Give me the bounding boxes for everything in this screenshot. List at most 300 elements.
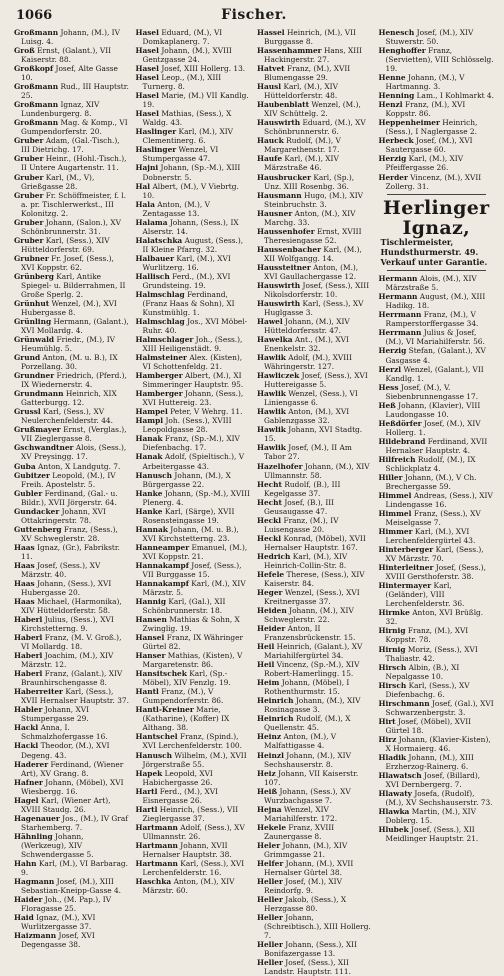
entry-details: Johann, XVI Stumpergasse 29. — [21, 705, 90, 724]
directory-entry — [14, 191, 130, 218]
entry-surname: Hedrich — [257, 551, 291, 561]
directory-entry — [257, 263, 373, 281]
entry-details: Josef, (Möbel), XVII Gürtel 18. — [385, 716, 472, 735]
entry-details: Marie, (M.) VII Kandlg. 19. — [142, 91, 249, 110]
directory-entry — [379, 292, 495, 310]
entry-surname: Hackl — [14, 723, 39, 733]
entry-surname: Heß — [378, 400, 396, 410]
entry-surname: Haizmann — [14, 931, 57, 941]
directory-entry — [379, 383, 495, 401]
entry-surname: Groß — [14, 46, 35, 56]
directory-entry — [379, 419, 495, 437]
entry-details: Mathias & Sohn, X Zwinglig. 19. — [142, 615, 240, 634]
entry-surname: Halmschlager — [135, 335, 194, 345]
entry-surname: Hausl — [257, 82, 282, 92]
directory-entry — [257, 895, 373, 913]
entry-details: Therese, (Sess.), XIV Kaiserstr. 84. — [264, 569, 365, 588]
entry-details: Heinrich, XIX Gatterburgg. 12. — [21, 389, 117, 408]
entry-surname: Hannakampf — [135, 578, 189, 588]
entry-details: Josef, (M.), XIV Reindorfg. 9. — [264, 876, 342, 895]
directory-entry — [379, 91, 495, 100]
entry-details: Josefa, (Rudolf), (M.), XV Sechshauserstr. 73. — [385, 789, 493, 808]
entry-details: Johann, XVII Hernalser Hauptstr. 38. — [142, 840, 232, 859]
entry-surname: Hazelhofer — [257, 461, 303, 471]
entry-details: Wenzel, (M.), XIV Schüttelg. 2. — [264, 100, 361, 119]
entry-surname: Halama — [135, 217, 168, 227]
entry-surname: Haschka — [135, 876, 172, 886]
entry-details: Johann, XVI Ottakringerstr. 78. — [21, 506, 106, 525]
entry-details: Anton, (M.), XVI Gablenzgasse 32. — [264, 407, 350, 426]
divider-rule — [387, 194, 487, 195]
entry-surname: Hawlik — [257, 389, 286, 399]
entry-surname: Halbauer — [135, 253, 175, 263]
entry-surname: Grundmann — [14, 389, 64, 399]
entry-details: Johann, (Salon.), XV Schönbrunnerstr. 31. — [21, 217, 121, 236]
directory-entry — [257, 751, 373, 769]
entry-surname: Himmel — [378, 509, 412, 519]
entry-details: Adolf, (M.), XVIII Währingerstr. 127. — [264, 353, 353, 372]
entry-surname: Hausmann — [257, 190, 302, 200]
directory-entry — [14, 741, 130, 759]
directory-entry — [14, 561, 130, 579]
entry-details: Anton, (M.), V Malfattigasse 4. — [264, 732, 337, 751]
entry-details: Josef, (Gal.), XVI Schwarzenbergstr. 3. — [385, 698, 494, 717]
entry-details: Karl, (Sess.), XV Neulerchenfelderstr. 44. — [21, 407, 113, 426]
entry-details: Ignaz, (M.), XVI Wurlitzergasse 37. — [21, 913, 96, 932]
entry-surname: Hala — [135, 199, 155, 209]
entry-surname: Gundacker — [14, 506, 60, 516]
entry-surname: Hamberger — [135, 371, 183, 381]
entry-surname: Haberl — [14, 651, 43, 661]
entry-surname: Hawlik — [257, 443, 286, 453]
entry-surname: Grußmayer — [14, 425, 61, 435]
directory-entry — [14, 100, 130, 118]
entry-details: Andreas, (Sess.), XIV Lindengasse 16. — [385, 490, 493, 509]
entry-surname: Helfer — [257, 858, 284, 868]
directory-entry — [136, 787, 252, 805]
entry-details: Josef, (M.), V. Siebenbrunnengasse 17. — [385, 382, 479, 401]
entry-surname: Hlawaty — [378, 789, 412, 798]
entry-surname: Hartmann — [135, 840, 178, 850]
entry-surname: Grundner — [14, 371, 55, 381]
entry-surname: Hasel — [135, 109, 159, 119]
entry-details: Wenzel, XIV Mariahilferstr. 172. — [264, 804, 338, 823]
directory-entry — [136, 290, 252, 317]
directory-entry — [257, 534, 373, 552]
directory-entry — [14, 931, 130, 949]
entry-details: Ernst, (Galant.), VII Kaiserstr. 88. — [21, 46, 112, 65]
entry-details: Josef, (Sess.), XIII Nikolsdorferstr. 10. — [264, 280, 370, 299]
entry-details: Ignaz, XIV Lundenburgerg. 8. — [21, 100, 100, 119]
directory-entry — [14, 82, 130, 100]
entry-surname: Hirsch — [378, 662, 407, 672]
entry-surname: Hauswirth — [257, 298, 301, 308]
entry-surname: Hinterleitner — [378, 563, 434, 573]
entry-surname: Grünhut — [14, 298, 50, 308]
entry-surname: Hapek — [135, 768, 163, 778]
entry-details: Albert, (M.), V Viebrtg. 10. — [142, 181, 239, 200]
directory-entry — [379, 437, 495, 455]
entry-details: Mathias, (Kisten), V Margaretenstr. 86. — [142, 651, 243, 670]
entry-details: Franz, (M.), XVI Koppstr. 78. — [385, 626, 469, 645]
entry-details: Josef, (M.), XIII Sebastian-Kneipp-Gasse 4. — [21, 876, 122, 895]
entry-details: Karl, (Geländer), VIII Lerchenfelderstr. 36. — [385, 581, 465, 609]
directory-entry — [14, 723, 130, 741]
directory-entry — [136, 127, 252, 145]
directory-entry — [257, 136, 373, 154]
entry-details: Adam, (Gal.-Tisch.), III Dietrichg. 17. — [21, 136, 120, 155]
entry-details: Franz, (Galant.), XIV Braunhirschengasse 8. — [21, 669, 123, 688]
entry-details: Ernst, (Verglas.), VII Zieglergasse 8. — [21, 425, 127, 444]
directory-entry — [379, 545, 495, 563]
entry-surname: Heil — [257, 660, 275, 670]
directory-entry — [136, 841, 252, 859]
directory-entry — [257, 714, 373, 732]
columns — [14, 28, 494, 976]
entry-surname: Hansitschek — [135, 669, 187, 679]
directory-entry — [379, 328, 495, 346]
entry-surname: Heinzl — [257, 750, 284, 760]
entry-details: Moriz, (Sess.), XVI Thaliastr. 42. — [385, 644, 478, 663]
entry-details: Wenzel, (Galant.), VII Kandlg. 1. — [385, 364, 484, 383]
entry-details: Josef, (M.), II Am Tabor 27. — [264, 443, 352, 462]
directory-entry — [136, 46, 252, 64]
directory-entry — [257, 516, 373, 534]
entry-details: Ant., (M.), XVI Enenkelstr. 32. — [264, 335, 349, 354]
entry-surname: Hauswirth — [257, 118, 301, 128]
entry-surname: Heinz — [257, 732, 282, 742]
entry-surname: Hafner — [14, 777, 43, 787]
entry-surname: Gruber — [14, 235, 44, 245]
entry-details: Hugo, (M.), XIV Steinbruchstr. 3. — [264, 190, 364, 209]
directory-entry — [136, 73, 252, 91]
entry-details: Karl, (M.), XIV Märzstraße 46. — [264, 154, 339, 173]
entry-details: Josef, (Sess.), XII Landstr. Hauptstr. 111. — [264, 958, 351, 976]
entry-details: Joh., (M. Pap.), IV Floragasse 25. — [21, 895, 112, 914]
entry-surname: Haas — [14, 560, 35, 570]
entry-surname: Hilfreich — [378, 454, 416, 464]
directory-entry — [14, 778, 130, 796]
entry-details: Karl, (Sp.), Unz. XIII Rosenbg. 36. — [264, 172, 355, 191]
directory-entry — [257, 823, 373, 841]
directory-entry — [379, 100, 495, 118]
entry-details: Franz, (M.), V Ramperstorffergasse 34. — [385, 310, 479, 329]
directory-entry — [257, 940, 373, 958]
directory-entry — [257, 46, 373, 64]
entry-details: Karl, (Sess.), XV Huglgasse 3. — [264, 298, 364, 317]
entry-details: Johann, (Möbel), XVI Wiesbergg. 16. — [21, 777, 124, 796]
entry-surname: Großmann — [14, 118, 59, 128]
entry-details: Ferdinand, XVII Hernalser Hauptstr. 4. — [385, 436, 488, 455]
entry-surname: Gubler — [14, 488, 43, 498]
entry-details: Adolf, (Sess.), XV Ullmannstr. 26. — [142, 822, 245, 841]
entry-details: Albert, (M.), XI Simmeringer Hauptstr. 95. — [142, 371, 244, 390]
directory-entry — [14, 154, 130, 172]
entry-details: Mathias, (Sess.), X Waldg. 43. — [142, 109, 232, 128]
entry-details: Karl, (M.), XIV Pfeiffergasse 26. — [385, 154, 464, 173]
running-head: Fischer. — [221, 7, 287, 23]
directory-entry — [257, 173, 373, 191]
entry-details: Anton, II Franzensbrückenstr. 15. — [264, 624, 356, 643]
entry-details: Mag. & Komp., VI Gumpendorferstr. 20. — [21, 118, 128, 137]
entry-details: Karl, (Sess.), XV Diefenbachg. 6. — [385, 680, 470, 699]
directory-entry — [136, 651, 252, 669]
entry-details: Rudolf, (B.), III Kegelgasse 37. — [264, 479, 341, 498]
entry-surname: Heiß — [257, 786, 278, 796]
entry-details: Heinr., (Hohl.-Tisch.), II Untere Augartenstr. 11. — [21, 154, 127, 173]
entry-surname: Henzl — [378, 100, 403, 110]
directory-entry — [257, 570, 373, 588]
directory-entry — [379, 807, 495, 825]
directory-entry — [257, 425, 373, 443]
entry-details: Johann, (Sp.-M.), XVIII Plenerg. 4. — [142, 488, 251, 507]
entry-surname: Guttenberg — [14, 524, 62, 534]
entry-details: Leop., (M.), XIII Turnerg. 8. — [142, 73, 222, 92]
directory-entry — [257, 642, 373, 660]
directory-entry — [136, 254, 252, 272]
entry-surname: Heinrich — [257, 714, 294, 724]
directory-entry — [136, 434, 252, 452]
entry-details: Josef, (Sess.), XVI Huttereigasse 5. — [264, 371, 368, 390]
entry-details: Josef, (M.), XIV Hollerg. 1. — [385, 418, 481, 437]
entry-surname: Hagenauer — [14, 813, 60, 823]
directory-entry — [136, 335, 252, 353]
directory-entry — [14, 913, 130, 931]
entry-surname: Hausbrucker — [257, 172, 311, 182]
entry-details: Josef, Alte Gasse 10. — [21, 64, 118, 83]
entry-surname: Hansen — [135, 615, 167, 625]
entry-details: Friedrich, (Pferd.), IX Wiedernerstr. 4. — [21, 371, 127, 390]
entry-details: Rudolf, (M.), V Margarethenstr. 17. — [264, 136, 341, 155]
entry-details: Alex. (Kisten), VI Schottenfeldg. 21. — [142, 353, 243, 372]
entry-details: Ernst, XVIII Theresiengasse 52. — [264, 226, 362, 245]
entry-details: Johann, (Sess.), XV Wurzbachgasse 7. — [264, 786, 351, 805]
entry-details: Anton, (M.), XIV Märzstr. 60. — [142, 876, 235, 895]
page-header — [14, 6, 494, 28]
directory-entry — [379, 626, 495, 644]
directory-entry — [257, 371, 373, 389]
directory-entry — [257, 118, 373, 136]
directory-entry — [136, 236, 252, 254]
directory-entry — [379, 154, 495, 172]
entry-surname: Hausner — [257, 208, 293, 218]
entry-details: Josef, (Sess.), XVIII Gersthoferstr. 38. — [385, 563, 486, 582]
entry-surname: Hasel — [135, 91, 159, 101]
entry-surname: Heßdörfer — [378, 418, 422, 428]
directory-entry — [379, 173, 495, 191]
entry-details: Wenzel, (M.), XVI Hubergasse 8. — [21, 298, 117, 317]
entry-surname: Hekele — [257, 822, 287, 832]
entry-details: Leopold, (M.), IV Freih. Apostelstr. 5. — [21, 470, 116, 489]
directory-entry — [14, 28, 130, 46]
entry-details: Johann, (M.), XIV Sechshauserstr. 8. — [264, 750, 351, 769]
entry-details: Friedr., (M.), IV Heumühlg. 5. — [21, 335, 115, 354]
directory-entry — [136, 182, 252, 200]
directory-entry — [14, 64, 130, 82]
directory-entry — [14, 832, 130, 859]
entry-details: Rud., III Hauptstr. 25. — [21, 82, 129, 101]
directory-entry — [257, 732, 373, 750]
entry-details: Franz, IX Währinger Gürtel 82. — [142, 633, 244, 652]
directory-entry — [257, 353, 373, 371]
entry-surname: Heckl — [257, 515, 282, 525]
entry-surname: Heppenheimer — [378, 118, 440, 128]
directory-entry — [379, 608, 495, 626]
entry-surname: Großmann — [14, 28, 59, 37]
entry-surname: Heiz — [257, 768, 276, 778]
entry-details: Wenzel, (Sess.), VI Liniengasse 6. — [264, 389, 358, 408]
directory-entry — [379, 310, 495, 328]
entry-surname: Hatvet — [257, 64, 285, 74]
entry-details: Theodor, (M.), XVI Degeng. 43. — [21, 741, 110, 760]
entry-details: Karl, (M., V), Grießgasse 28. — [21, 172, 95, 191]
entry-surname: Herder — [378, 172, 408, 182]
entry-details: Heinrich, (Sess.), I Naglergasse 2. — [385, 118, 478, 137]
directory-entry — [257, 841, 373, 859]
directory-entry — [379, 473, 495, 491]
directory-entry — [14, 814, 130, 832]
directory-entry — [379, 28, 495, 46]
directory-entry — [379, 771, 495, 789]
entry-surname: Haubenblatt — [257, 100, 309, 110]
directory-entry — [257, 787, 373, 805]
directory-entry — [257, 407, 373, 425]
entry-surname: Herzl — [378, 364, 402, 374]
entry-surname: Haider — [14, 895, 43, 904]
entry-details: Josef, (Billard), XVI Dernbergerg. 7. — [385, 770, 481, 789]
directory-entry — [257, 913, 373, 940]
entry-surname: Haslinger — [135, 145, 177, 155]
entry-surname: Hamberger — [135, 389, 183, 399]
directory-entry — [257, 245, 373, 263]
directory-entry — [136, 877, 252, 895]
entry-surname: Haslinger — [135, 127, 177, 137]
entry-surname: Hiller — [378, 472, 403, 482]
directory-entry — [14, 254, 130, 272]
entry-details: Marie, (Katharine), (Koffer) IX Althang. 38. — [142, 705, 230, 733]
entry-surname: Heller — [257, 876, 283, 886]
entry-surname: Heger — [257, 587, 283, 597]
entry-surname: Hlubek — [378, 825, 409, 835]
entry-surname: Habler — [14, 705, 43, 715]
entry-details: Emanuel, (M.), XVI Koppstr. 21. — [142, 542, 248, 561]
entry-details: Ferd., (M.), XVI Grundsteing. 19. — [142, 271, 231, 290]
entry-surname: Halatschka — [135, 235, 183, 245]
directory-entry — [136, 407, 252, 416]
entry-details: Stefan, (Galant.), XV Gasgasse 4. — [385, 346, 486, 365]
directory-entry — [379, 46, 495, 73]
directory-entry — [379, 645, 495, 663]
directory-entry — [136, 751, 252, 769]
directory-entry — [257, 28, 373, 46]
directory-entry — [379, 118, 495, 136]
directory-entry — [136, 543, 252, 561]
directory-entry — [14, 136, 130, 154]
entry-surname: Himmer — [378, 527, 413, 537]
directory-entry — [257, 696, 373, 714]
entry-surname: Hagel — [14, 795, 39, 805]
directory-entry — [379, 699, 495, 717]
directory-entry — [379, 789, 495, 807]
directory-entry — [14, 877, 130, 895]
directory-entry — [257, 958, 373, 976]
entry-surname: Hawlik — [257, 425, 286, 435]
directory-entry — [257, 317, 373, 335]
entry-details: Anton, (M.), XVI Gaullachergasse 12. — [264, 262, 359, 281]
entry-surname: Hawel — [257, 317, 283, 326]
entry-surname: Hawlik — [257, 353, 286, 363]
directory-entry — [136, 769, 252, 787]
entry-details: Karl, (Gal.), XII Schönbrunnerstr. 18. — [142, 596, 226, 615]
entry-surname: Hanneamper — [135, 542, 190, 552]
entry-details: Franz, (Servietten), VIII Schlösselg. 19. — [385, 46, 494, 74]
directory-entry — [379, 717, 495, 735]
entry-surname: Hintermayer — [378, 581, 432, 591]
entry-surname: Hansel — [135, 633, 165, 643]
directory-entry — [136, 687, 252, 705]
directory-entry — [136, 732, 252, 750]
entry-details: Hermann, (Galant.), XVI Mollardg. 4. — [21, 317, 129, 336]
directory-entry — [257, 154, 373, 172]
directory-entry — [136, 200, 252, 218]
entry-surname: Hawliczek — [257, 371, 300, 381]
entry-surname: Herzig — [378, 154, 407, 164]
directory-entry — [257, 335, 373, 353]
entry-details: Martin, (M.), XIV Doblerg. 15. — [385, 807, 476, 826]
entry-details: Franz, (Spind.), XVI Lerchenfelderstr. 100. — [142, 732, 242, 751]
entry-surname: Hawelka — [257, 335, 293, 345]
directory-entry — [14, 651, 130, 669]
directory-entry — [136, 389, 252, 407]
entry-surname: Haufe — [257, 154, 283, 164]
entry-details: Johann, (Möbel), I Rothenthurmstr. 15. — [264, 678, 350, 697]
entry-details: Karl, (M.), XIV Hütteldorferstr. 48. — [264, 82, 338, 101]
directory-entry — [379, 346, 495, 364]
entry-surname: Haas — [14, 596, 35, 606]
entry-surname: Gschwandtner — [14, 443, 74, 453]
entry-details: Johann, (M.), XIV Ullmannstr. 58. — [264, 461, 370, 480]
directory-entry — [136, 91, 252, 109]
entry-surname: Himmel — [378, 490, 412, 500]
directory-entry — [257, 606, 373, 624]
entry-details: Anton, (M. u. B.), IX Porzellang. 30. — [21, 353, 118, 372]
entry-surname: Halmsteiner — [135, 353, 187, 363]
entry-details: Josef, XIII Hollerg. 13. — [161, 64, 246, 74]
entry-details: Josef, (Sess.), XV Märzstr. 40. — [21, 560, 101, 579]
entry-details: Karl, (M.), XVI Wurlitzerg. 16. — [142, 253, 231, 272]
entry-details: Johann, (M.), XVIII Gentzgasse 24. — [142, 46, 232, 65]
directory-entry — [14, 525, 130, 543]
entry-details: Wenzel, (Sess.), XVI Kreitnergasse 37. — [264, 587, 360, 606]
entry-surname: Großmann — [14, 100, 59, 110]
entry-details: Johann, (M.), V Ch. Brechergasse 59. — [385, 472, 477, 491]
entry-surname: Hirsch — [378, 680, 407, 690]
entry-details: Anna, I. Schmalzhofergasse 16. — [21, 723, 108, 742]
page-number: 1066 — [16, 8, 53, 23]
entry-details: August, (M.), XIII Hadikg. 18. — [385, 292, 486, 311]
entry-surname: Heil — [257, 642, 275, 652]
entry-surname: Heller — [257, 958, 283, 968]
entry-surname: Hahn — [14, 858, 37, 868]
entry-surname: Hassel — [257, 28, 285, 37]
entry-surname: Grünwald — [14, 335, 55, 345]
entry-surname: Hermann — [378, 292, 418, 302]
entry-surname: Haberl — [14, 615, 43, 625]
entry-details: Franz, XVIII Zaunergasse 8. — [264, 822, 335, 841]
entry-surname: Hejna — [257, 804, 282, 814]
entry-details: Hans, XIII Hackingerstr. 27. — [264, 46, 363, 65]
directory-entry — [136, 805, 252, 823]
